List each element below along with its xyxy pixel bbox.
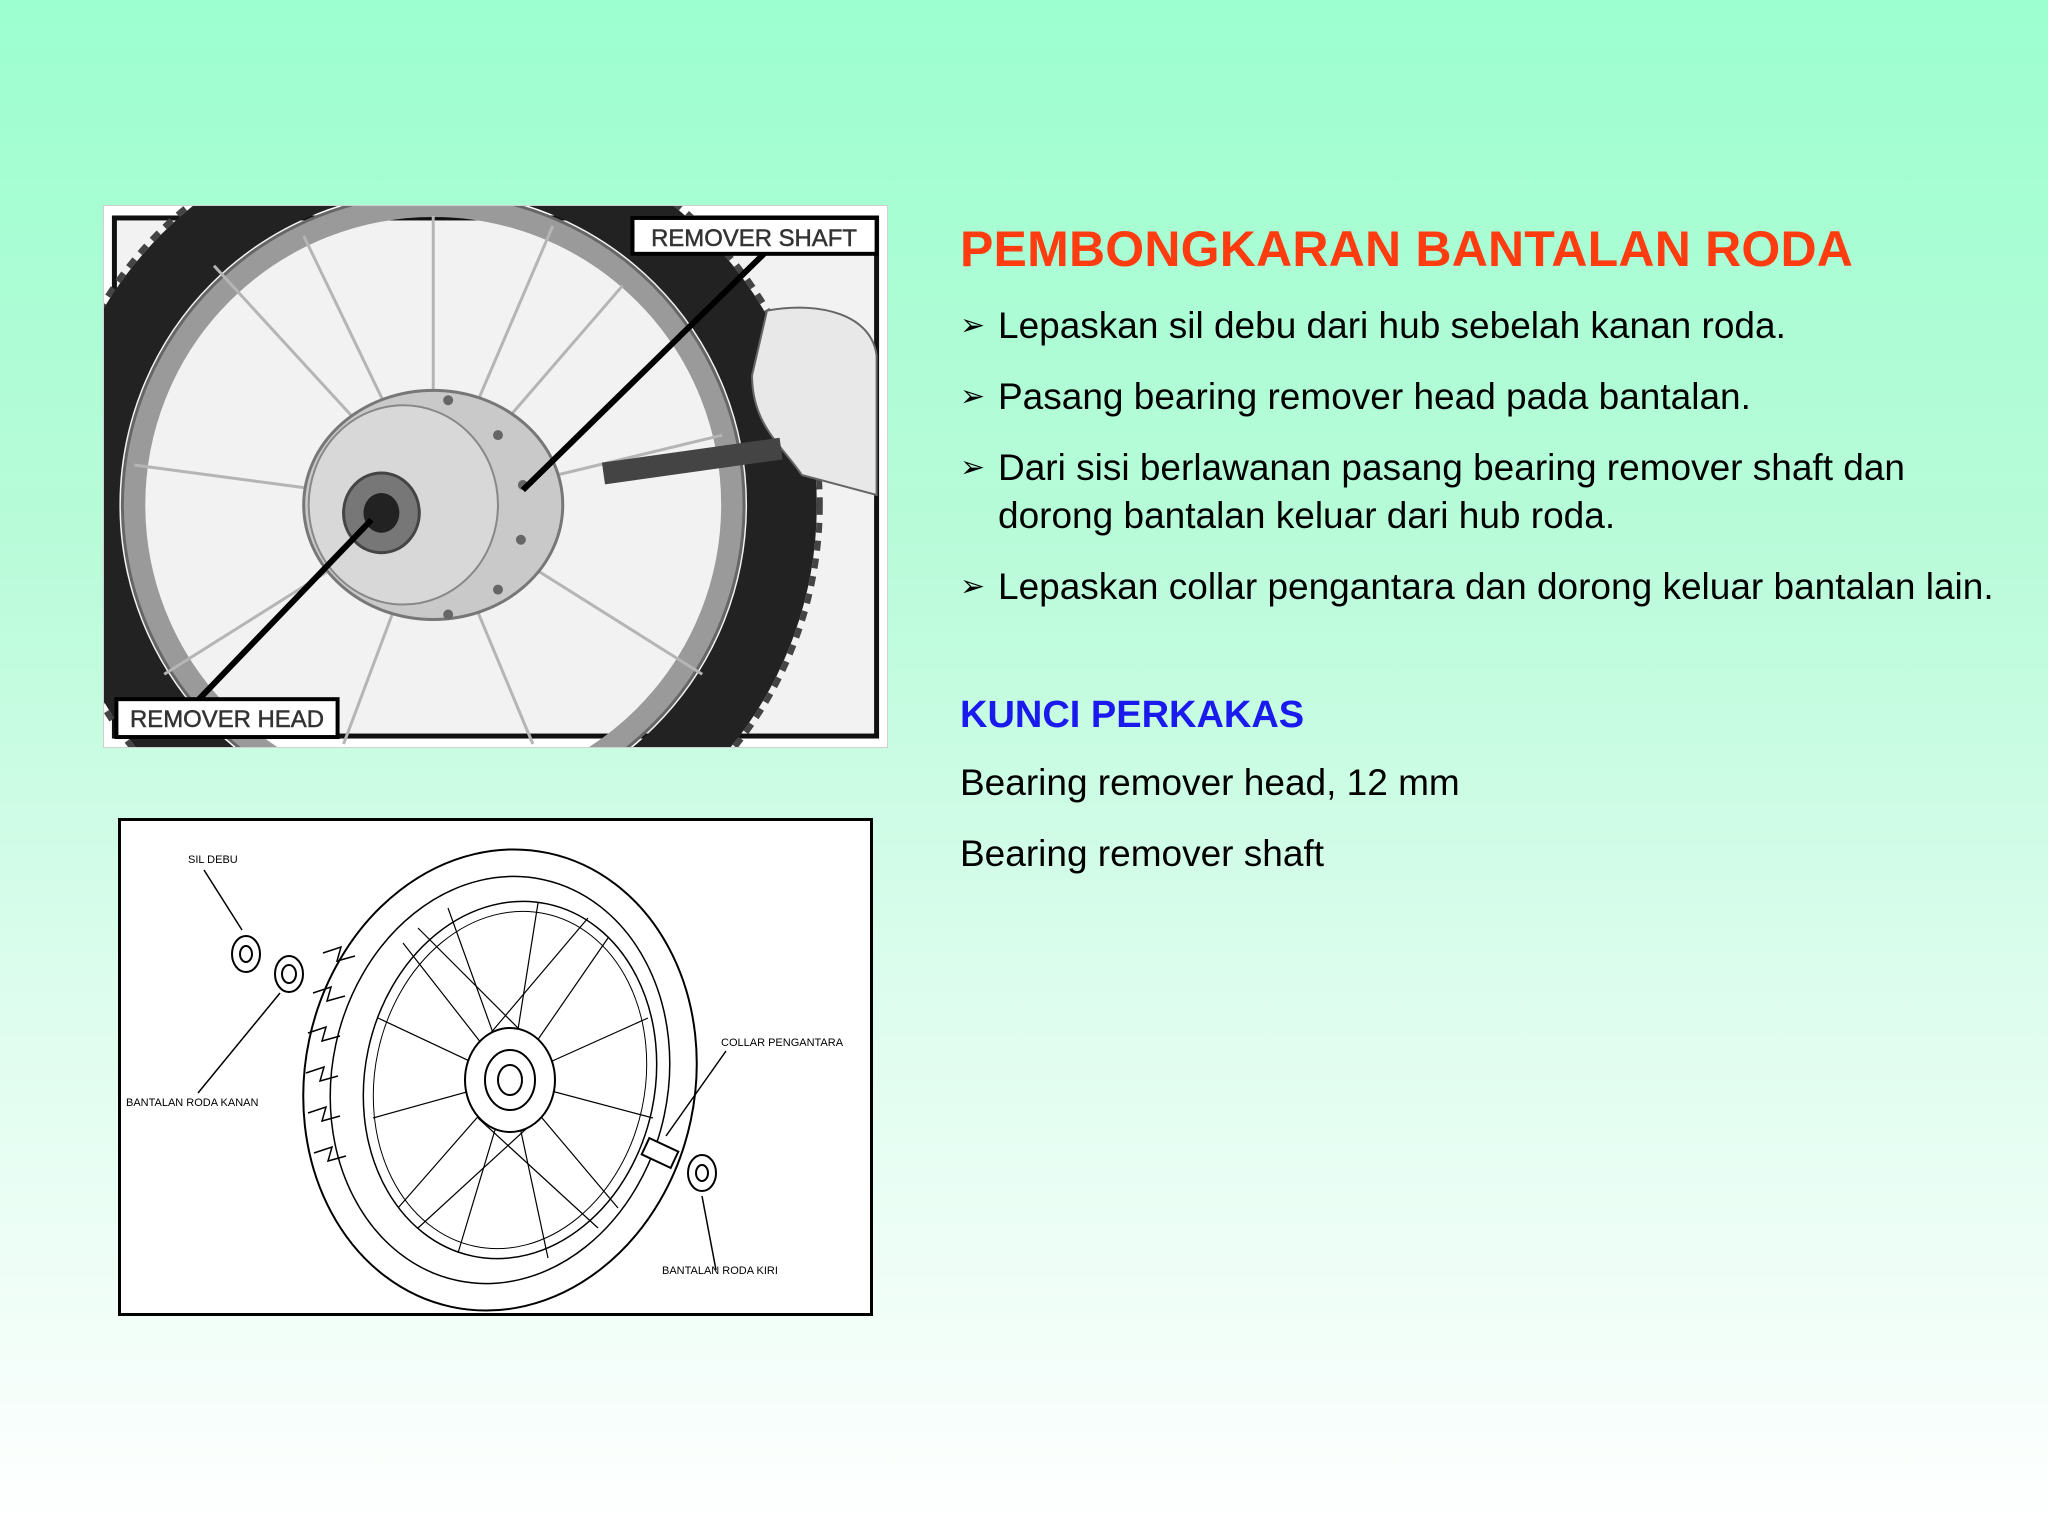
sil-debu-label: SIL DEBU [188, 854, 238, 866]
instruction-list [960, 302, 2000, 611]
wheel-photo [103, 205, 888, 748]
tool-item: Bearing remover head, 12 mm [960, 762, 1460, 803]
tool-item: Bearing remover shaft [960, 833, 1325, 874]
bantalan-roda-kanan-label: BANTALAN RODA KANAN [126, 1097, 259, 1109]
arrow-right-icon: ➢ [960, 380, 986, 413]
arrow-right-icon: ➢ [960, 451, 986, 484]
tools-heading: KUNCI PERKAKAS [960, 694, 1305, 736]
instruction-text: Lepaskan sil debu dari hub sebelah kanan roda. [998, 305, 1786, 346]
wheel-bearing-diagram [118, 818, 873, 1316]
arrow-right-icon: ➢ [960, 570, 986, 603]
remover-shaft-label: REMOVER SHAFT [651, 224, 857, 252]
instruction-item [960, 373, 2000, 421]
bantalan-roda-kiri-label: BANTALAN RODA KIRI [662, 1265, 778, 1277]
instruction-item [960, 444, 2000, 540]
instruction-item [960, 563, 2000, 611]
remover-head-label: REMOVER HEAD [130, 706, 324, 734]
wheel-photo-illustration [104, 206, 887, 747]
arrow-right-icon: ➢ [960, 309, 986, 342]
collar-pengantara-label: COLLAR PENGANTARA [721, 1037, 844, 1049]
instruction-text: Dari sisi berlawanan pasang bearing remover shaft dan dorong bantalan keluar dari hub roda. [998, 447, 1906, 536]
wheel-bearing-diagram-illustration [118, 818, 873, 1316]
instruction-text: Lepaskan collar pengantara dan dorong keluar bantalan lain. [998, 566, 1994, 607]
instruction-text: Pasang bearing remover head pada bantalan. [998, 376, 1751, 417]
instruction-item [960, 302, 2000, 350]
slide-title: PEMBONGKARAN BANTALAN RODA [960, 221, 1854, 277]
slide-content [960, 220, 2000, 901]
